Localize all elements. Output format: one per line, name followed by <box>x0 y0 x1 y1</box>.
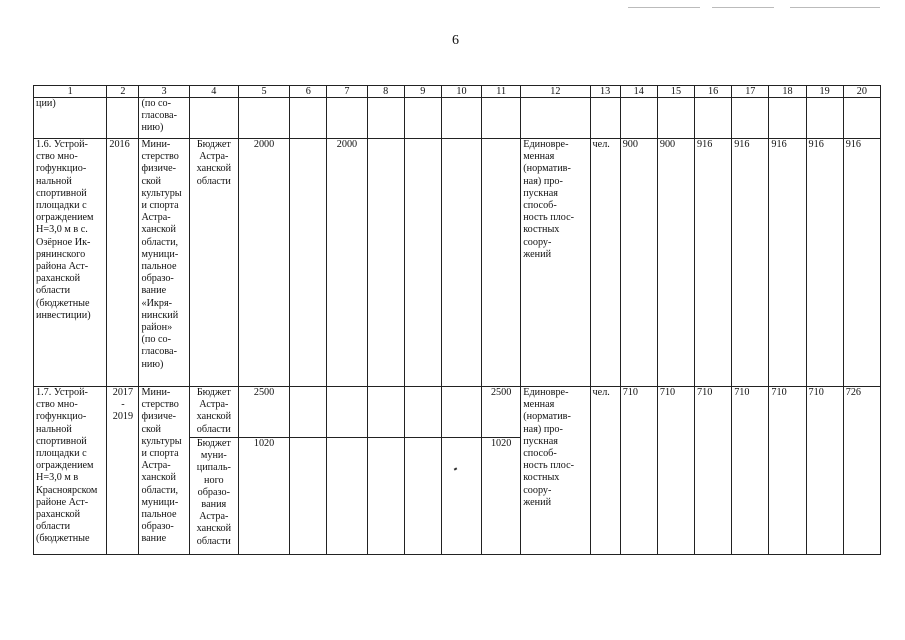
column-header: 5 <box>238 86 289 98</box>
column-header: 19 <box>806 86 843 98</box>
scan-artifact-line <box>628 7 700 8</box>
cell-value: 916 <box>732 139 769 387</box>
cell-empty <box>732 98 769 139</box>
cell-unit: чел. <box>590 139 620 387</box>
column-header: 12 <box>521 86 590 98</box>
cell-empty <box>806 98 843 139</box>
cell-value: 710 <box>806 387 843 555</box>
cell-empty <box>657 98 694 139</box>
cell-value: 916 <box>843 139 880 387</box>
cell-indicator: Единовре- менная (норматив- ная) про- пускная способ- ность плос- костных соору- жений <box>521 387 590 555</box>
cell-value: 710 <box>732 387 769 555</box>
program-table <box>33 85 881 555</box>
cell-empty <box>441 139 481 387</box>
cell-event-name: 1.7. Устрой- ство мно- гофункцио- нальной спортивной площадки с ограждением Н=3,0 м в Красноярском районе Аст- раханской области (бюджетные <box>34 387 107 555</box>
column-header: 2 <box>107 86 139 98</box>
cell-empty <box>290 139 327 387</box>
cell-value: 710 <box>657 387 694 555</box>
cell-amount-year: 2500 <box>482 387 521 438</box>
cell-value: 900 <box>657 139 694 387</box>
cell-period: 2016 <box>107 139 139 387</box>
column-header: 10 <box>441 86 481 98</box>
table-row-1-7 <box>34 387 881 438</box>
cell-empty <box>620 98 657 139</box>
column-header: 4 <box>189 86 238 98</box>
cell-period: 2017 - 2019 <box>107 387 139 555</box>
cell-empty <box>290 98 327 139</box>
cell-value: 916 <box>769 139 806 387</box>
column-header: 17 <box>732 86 769 98</box>
column-header: 15 <box>657 86 694 98</box>
cell-empty <box>404 387 441 438</box>
page-number: 6 <box>452 33 459 48</box>
cell-total-amount: 1020 <box>238 438 289 555</box>
column-header: 7 <box>327 86 367 98</box>
column-header: 8 <box>367 86 404 98</box>
cell-event-name: ции) <box>34 98 107 139</box>
table-row-1-6 <box>34 139 881 387</box>
cell-total-amount: 2000 <box>238 139 289 387</box>
cell-event-name: 1.6. Устрой- ство мно- гофункцио- нальной спортивной площадки с ограждением Н=3,0 м в с. Озёрное Ик- рянинского района Аст- раханской области (бюджетные инвестиции) <box>34 139 107 387</box>
cell-empty <box>404 98 441 139</box>
cell-empty <box>482 98 521 139</box>
column-header: 11 <box>482 86 521 98</box>
cell-total-amount: 2500 <box>238 387 289 438</box>
cell-empty <box>189 98 238 139</box>
cell-empty <box>367 438 404 555</box>
cell-empty <box>590 98 620 139</box>
scan-artifact-line <box>790 7 880 8</box>
cell-empty <box>107 98 139 139</box>
cell-value: 916 <box>695 139 732 387</box>
column-number-row <box>34 86 881 98</box>
cell-empty <box>367 98 404 139</box>
cell-amount-year: 2000 <box>327 139 367 387</box>
table-row-continuation <box>34 98 881 139</box>
cell-funding-source: Бюджет Астра- ханской области <box>189 387 238 438</box>
cell-empty <box>367 139 404 387</box>
cell-empty <box>238 98 289 139</box>
cell-empty <box>843 98 880 139</box>
scan-artifact-line <box>712 7 774 8</box>
cell-empty <box>769 98 806 139</box>
column-header: 1 <box>34 86 107 98</box>
cell-value: 710 <box>620 387 657 555</box>
column-header: 14 <box>620 86 657 98</box>
cell-value: 710 <box>695 387 732 555</box>
cell-empty <box>521 98 590 139</box>
cell-amount-year: 1020 <box>482 438 521 555</box>
cell-indicator: Единовре- менная (норматив- ная) про- пускная способ- ность плос- костных соору- жений <box>521 139 590 387</box>
cell-funding-source: Бюджет муни- ципаль- ного образо- вания Астра- ханской области <box>189 438 238 555</box>
cell-empty <box>404 438 441 555</box>
column-header: 16 <box>695 86 732 98</box>
column-header: 3 <box>139 86 189 98</box>
column-header: 6 <box>290 86 327 98</box>
cell-empty <box>290 438 327 555</box>
cell-empty <box>441 387 481 438</box>
column-header: 18 <box>769 86 806 98</box>
cell-empty <box>367 387 404 438</box>
cell-empty <box>327 387 367 438</box>
cell-empty <box>327 98 367 139</box>
cell-empty <box>695 98 732 139</box>
cell-executor: (по со- гласова- нию) <box>139 98 189 139</box>
column-header: 13 <box>590 86 620 98</box>
cell-empty <box>327 438 367 555</box>
cell-executor: Мини- стерство физиче- ской культуры и спорта Астра- ханской области, муници- пальное образо- вание <box>139 387 189 555</box>
cell-value: 710 <box>769 387 806 555</box>
cell-unit: чел. <box>590 387 620 555</box>
cell-empty <box>441 98 481 139</box>
cell-value: 726 <box>843 387 880 555</box>
cell-empty <box>404 139 441 387</box>
cell-empty <box>482 139 521 387</box>
cell-value: 900 <box>620 139 657 387</box>
cell-funding-source: Бюджет Астра- ханской области <box>189 139 238 387</box>
cell-executor: Мини- стерство физиче- ской культуры и спорта Астра- ханской области, муници- пальное образо- вание «Икря- нинский район» (по со- гласова- нию) <box>139 139 189 387</box>
column-header: 20 <box>843 86 880 98</box>
cell-value: 916 <box>806 139 843 387</box>
cell-empty <box>441 438 481 555</box>
column-header: 9 <box>404 86 441 98</box>
cell-empty <box>290 387 327 438</box>
